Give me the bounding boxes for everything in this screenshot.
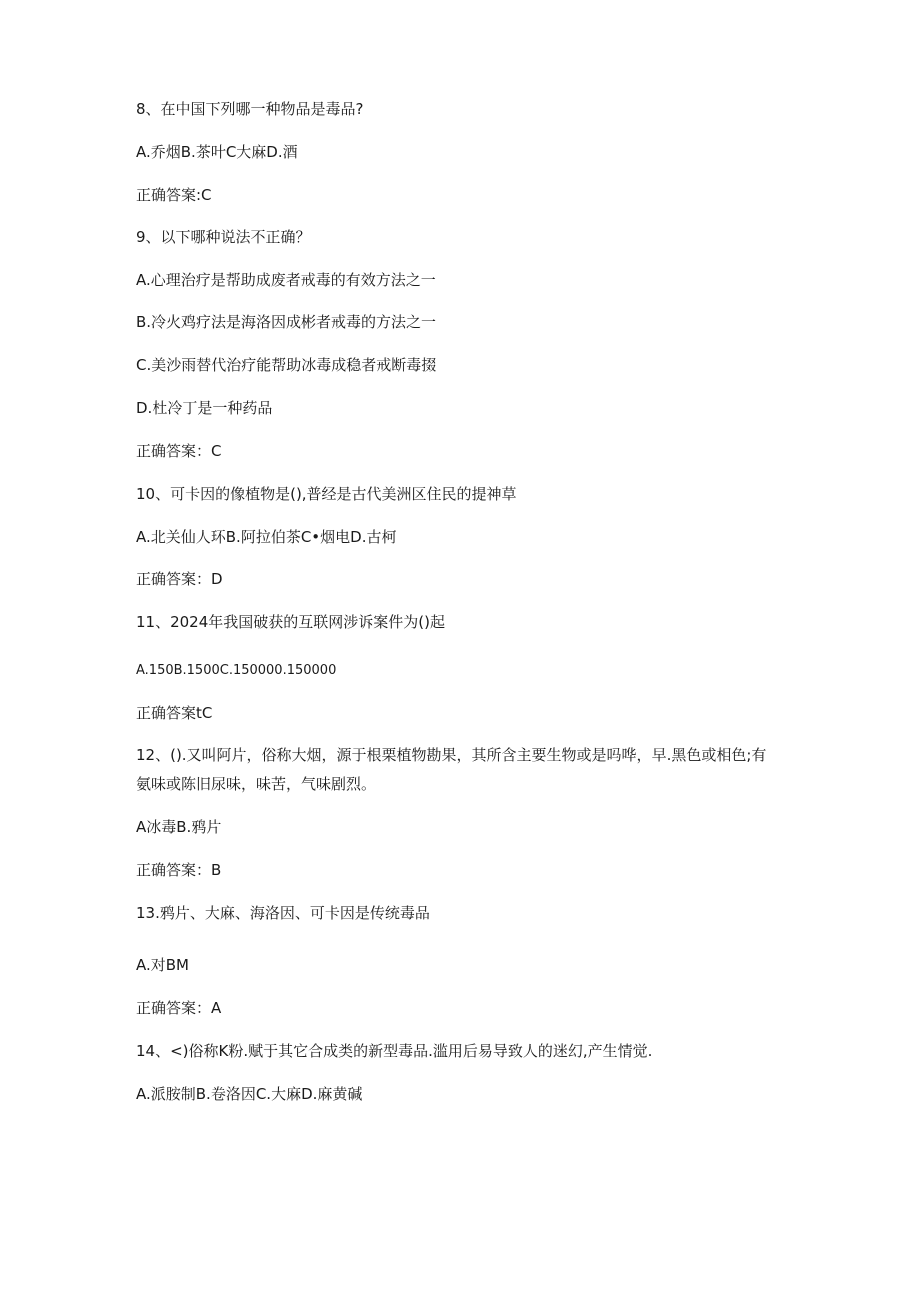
options-8: A.乔烟B.茶叶C大麻D.酒 (136, 143, 298, 161)
option-9-a: A.心理治疗是帮助成废者戒毒的有效方法之一 (136, 271, 436, 289)
option-9-c: C.美沙雨替代治疗能帮助冰毒成稳者戒断毒掇 (136, 356, 437, 374)
options-11: A.150B.1500C.150000.150000 (136, 663, 337, 678)
question-12: 12、().又叫阿片，俗称大烟，源于根栗植物勘果，其所含主要生物或是吗哗，早.黑色或相色;有 (136, 746, 767, 764)
answer-8: 正确答案:C (136, 186, 212, 204)
options-10: A.北关仙人环B.阿拉伯茶C•烟电D.古柯 (136, 528, 397, 546)
answer-9: 正确答案：C (136, 442, 222, 460)
question-10: 10、可卡因的像植物是(),普经是古代美洲区住民的提神草 (136, 485, 517, 503)
answer-11: 正确答案tC (136, 704, 213, 722)
question-8: 8、在中国下列哪一种物品是毒品? (136, 100, 364, 118)
question-12-cont: 氨味或陈旧尿味，味苦，气味剧烈。 (136, 775, 377, 793)
question-11: 11、2024年我国破获的互联网涉诉案件为()起 (136, 613, 445, 631)
answer-10: 正确答案：D (136, 570, 223, 588)
options-13: A.对BM (136, 956, 189, 974)
answer-13: 正确答案：A (136, 999, 222, 1017)
option-9-b: B.冷火鸡疗法是海洛因成彬者戒毒的方法之一 (136, 313, 437, 331)
question-14: 14、<)俗称K粉.赋于其它合成类的新型毒品.滥用后易导致人的迷幻,产生情觉. (136, 1042, 653, 1060)
option-9-d: D.杜冷丁是一种药品 (136, 399, 273, 417)
question-9: 9、以下哪种说法不正确？ (136, 228, 311, 246)
question-13: 13.鸦片、大麻、海洛因、可卡因是传统毒品 (136, 904, 430, 922)
options-12: A冰毒B.鸦片 (136, 818, 222, 836)
answer-12: 正确答案：B (136, 861, 222, 879)
options-14: A.派胺制B.卷洛因C.大麻D.麻黄碱 (136, 1085, 363, 1103)
